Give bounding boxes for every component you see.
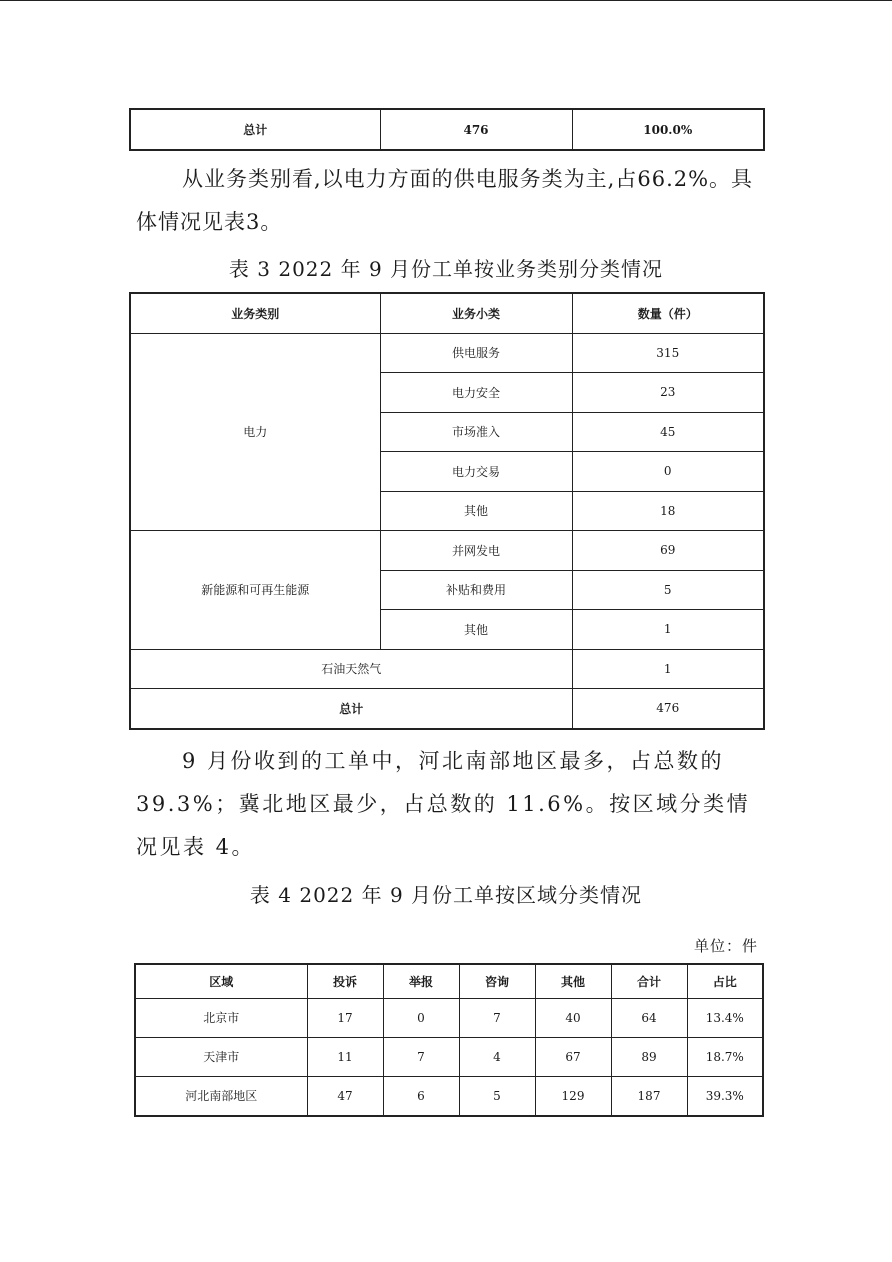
paragraph-business-category: 从业务类别看,以电力方面的供电服务类为主,占66.2%。具体情况见表3。 [136, 167, 754, 234]
data-cell: 67 [535, 1037, 611, 1076]
table-row [130, 333, 764, 373]
category-cell: 新能源和可再生能源 [130, 531, 380, 650]
count-cell: 18 [572, 491, 764, 531]
count-cell: 0 [572, 452, 764, 492]
data-cell: 6 [383, 1076, 459, 1116]
data-cell: 129 [535, 1076, 611, 1116]
region-cell: 天津市 [135, 1037, 307, 1076]
column-header: 数量（件） [572, 293, 764, 333]
data-cell: 47 [307, 1076, 383, 1116]
total-count: 476 [380, 109, 572, 150]
subcategory-cell: 并网发电 [380, 531, 572, 571]
subcategory-cell: 市场准入 [380, 412, 572, 452]
data-cell: 7 [383, 1037, 459, 1076]
previous-table-total-row [129, 108, 765, 151]
data-cell: 11 [307, 1037, 383, 1076]
data-cell: 7 [459, 998, 535, 1037]
category-cell: 电力 [130, 333, 380, 531]
column-header: 占比 [687, 964, 763, 998]
data-cell: 0 [383, 998, 459, 1037]
column-header: 合计 [611, 964, 687, 998]
data-cell: 4 [459, 1037, 535, 1076]
table3-caption: 表 3 2022 年 9 月份工单按业务类别分类情况 [228, 257, 664, 281]
total-label: 总计 [130, 109, 380, 150]
count-cell: 45 [572, 412, 764, 452]
table-row [135, 998, 763, 1037]
table4-unit-label: 单位：件 [693, 937, 758, 955]
data-cell: 40 [535, 998, 611, 1037]
column-header: 咨询 [459, 964, 535, 998]
table-total-row [130, 689, 764, 729]
count-cell: 1 [572, 649, 764, 689]
data-cell: 18.7% [687, 1037, 763, 1076]
paragraph-region-summary: 9 月份收到的工单中，河北南部地区最多，占总数的39.3%；冀北地区最少，占总数的 11.6%。按区域分类情况见表 4。 [136, 749, 751, 859]
column-header: 区域 [135, 964, 307, 998]
category-cell: 石油天然气 [130, 649, 572, 689]
total-count: 476 [572, 689, 764, 729]
table-row [130, 649, 764, 689]
total-label: 总计 [130, 689, 572, 729]
data-cell: 5 [459, 1076, 535, 1116]
data-cell: 13.4% [687, 998, 763, 1037]
count-cell: 23 [572, 373, 764, 413]
subcategory-cell: 电力安全 [380, 373, 572, 413]
count-cell: 1 [572, 610, 764, 650]
data-cell: 39.3% [687, 1076, 763, 1116]
column-header: 业务小类 [380, 293, 572, 333]
table-row [130, 531, 764, 571]
data-cell: 89 [611, 1037, 687, 1076]
count-cell: 5 [572, 570, 764, 610]
subcategory-cell: 其他 [380, 610, 572, 650]
subcategory-cell: 电力交易 [380, 452, 572, 492]
count-cell: 69 [572, 531, 764, 571]
subcategory-cell: 补贴和费用 [380, 570, 572, 610]
column-header: 举报 [383, 964, 459, 998]
table-header-row [135, 964, 763, 998]
data-cell: 64 [611, 998, 687, 1037]
subcategory-cell: 其他 [380, 491, 572, 531]
table4-caption: 表 4 2022 年 9 月份工单按区域分类情况 [249, 883, 643, 907]
table3 [129, 292, 765, 730]
table-row [130, 109, 764, 150]
data-cell: 187 [611, 1076, 687, 1116]
data-cell: 17 [307, 998, 383, 1037]
total-percent: 100.0% [572, 109, 764, 150]
column-header: 其他 [535, 964, 611, 998]
table-row [135, 1076, 763, 1116]
table-row [135, 1037, 763, 1076]
table-header-row [130, 293, 764, 333]
region-cell: 北京市 [135, 998, 307, 1037]
table4 [134, 963, 764, 1117]
count-cell: 315 [572, 333, 764, 373]
subcategory-cell: 供电服务 [380, 333, 572, 373]
column-header: 投诉 [307, 964, 383, 998]
region-cell: 河北南部地区 [135, 1076, 307, 1116]
page-top-border [0, 0, 892, 1]
column-header: 业务类别 [130, 293, 380, 333]
